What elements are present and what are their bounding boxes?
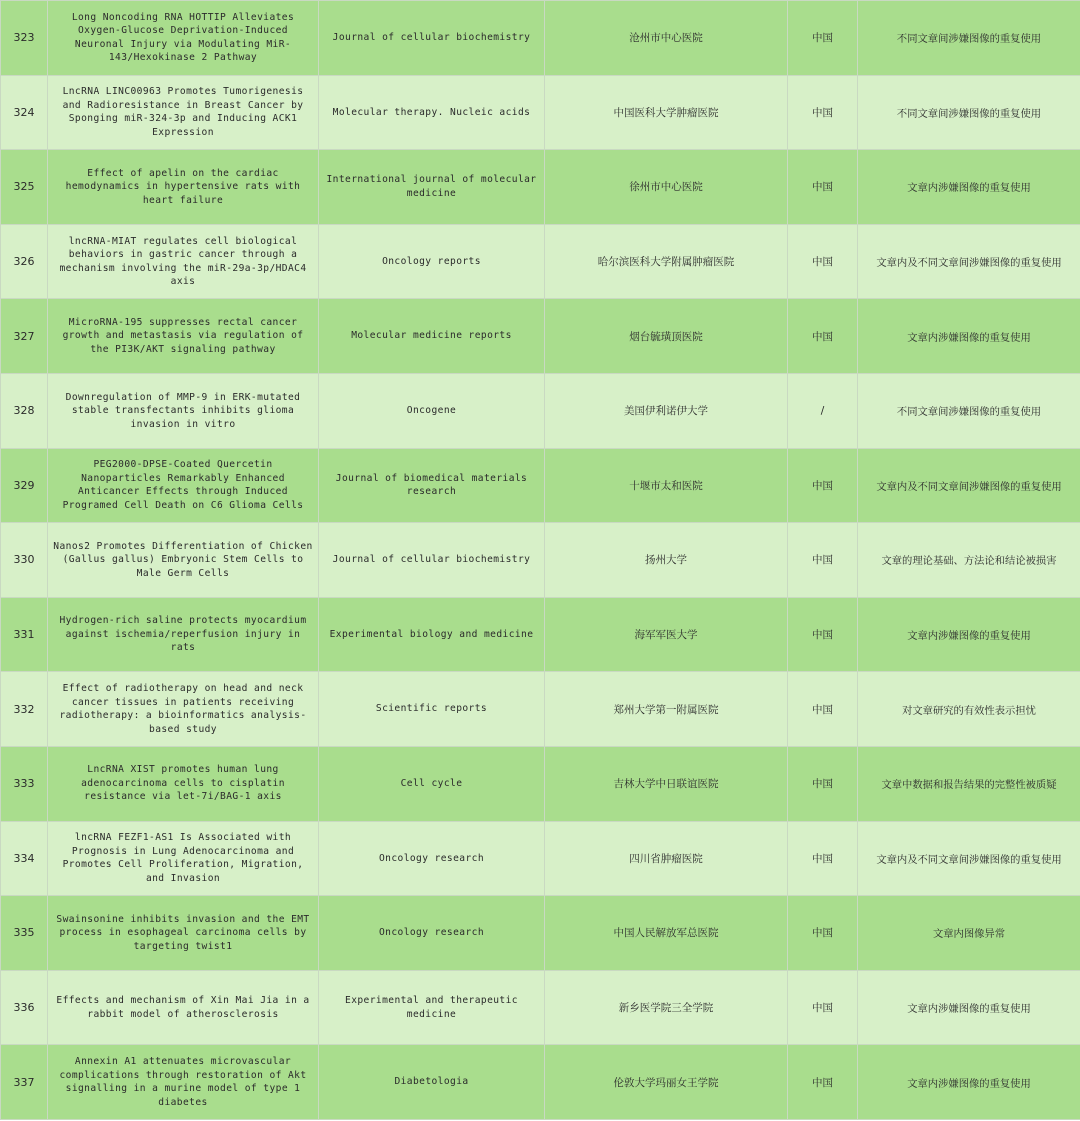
institution: 四川省肿瘤医院 xyxy=(545,821,788,896)
row-number: 332 xyxy=(1,672,48,747)
table-row xyxy=(1,448,1080,523)
country: 中国 xyxy=(788,821,858,896)
table-row xyxy=(1,224,1080,299)
article-title: Downregulation of MMP-9 in ERK-mutated stable transfectants inhibits glioma invasion in vitro xyxy=(48,373,319,448)
retraction-reason: 文章中数据和报告结果的完整性被质疑 xyxy=(858,746,1080,821)
institution: 美国伊利诺伊大学 xyxy=(545,373,788,448)
institution: 徐州市中心医院 xyxy=(545,150,788,225)
retraction-reason: 不同文章间涉嫌图像的重复使用 xyxy=(858,75,1080,150)
institution: 吉林大学中日联谊医院 xyxy=(545,746,788,821)
retraction-reason: 文章内涉嫌图像的重复使用 xyxy=(858,970,1080,1045)
table-row xyxy=(1,821,1080,896)
article-title: Swainsonine inhibits invasion and the EMT process in esophageal carcinoma cells by targeting twist1 xyxy=(48,896,319,971)
article-title: PEG2000-DPSE-Coated Quercetin Nanoparticles Remarkably Enhanced Anticancer Effects through Induced Programed Cell Death on C6 Glioma Cells xyxy=(48,448,319,523)
journal-name: Experimental and therapeutic medicine xyxy=(319,970,545,1045)
article-title: Annexin A1 attenuates microvascular complications through restoration of Akt signalling in a murine model of type 1 diabetes xyxy=(48,1045,319,1120)
retraction-reason: 文章内涉嫌图像的重复使用 xyxy=(858,299,1080,374)
country: 中国 xyxy=(788,224,858,299)
retraction-reason: 文章内及不同文章间涉嫌图像的重复使用 xyxy=(858,448,1080,523)
institution: 烟台毓璜顶医院 xyxy=(545,299,788,374)
row-number: 326 xyxy=(1,224,48,299)
row-number: 337 xyxy=(1,1045,48,1120)
retraction-reason: 文章内及不同文章间涉嫌图像的重复使用 xyxy=(858,821,1080,896)
row-number: 336 xyxy=(1,970,48,1045)
table-row xyxy=(1,896,1080,971)
row-number: 335 xyxy=(1,896,48,971)
journal-name: Journal of cellular biochemistry xyxy=(319,523,545,598)
country: 中国 xyxy=(788,597,858,672)
table-row xyxy=(1,523,1080,598)
article-title: MicroRNA-195 suppresses rectal cancer growth and metastasis via regulation of the PI3K/AKT signaling pathway xyxy=(48,299,319,374)
table-row xyxy=(1,299,1080,374)
row-number: 331 xyxy=(1,597,48,672)
journal-name: Molecular therapy. Nucleic acids xyxy=(319,75,545,150)
journal-name: Oncology reports xyxy=(319,224,545,299)
country: / xyxy=(788,373,858,448)
article-title: Hydrogen-rich saline protects myocardium against ischemia/reperfusion injury in rats xyxy=(48,597,319,672)
retraction-reason: 文章内涉嫌图像的重复使用 xyxy=(858,150,1080,225)
journal-name: Oncogene xyxy=(319,373,545,448)
retraction-reason: 文章内及不同文章间涉嫌图像的重复使用 xyxy=(858,224,1080,299)
row-number: 330 xyxy=(1,523,48,598)
table-row xyxy=(1,75,1080,150)
institution: 中国医科大学肿瘤医院 xyxy=(545,75,788,150)
country: 中国 xyxy=(788,1,858,76)
article-title: LncRNA XIST promotes human lung adenocarcinoma cells to cisplatin resistance via let-7i/BAG-1 axis xyxy=(48,746,319,821)
article-title: Effect of radiotherapy on head and neck cancer tissues in patients receiving radiotherapy: a bioinformatics analysis-based study xyxy=(48,672,319,747)
article-title: LncRNA LINC00963 Promotes Tumorigenesis and Radioresistance in Breast Cancer by Sponging miR-324-3p and Inducing ACK1 Expression xyxy=(48,75,319,150)
table-row xyxy=(1,597,1080,672)
retraction-reason: 文章内图像异常 xyxy=(858,896,1080,971)
row-number: 325 xyxy=(1,150,48,225)
journal-name: Journal of biomedical materials research xyxy=(319,448,545,523)
country: 中国 xyxy=(788,672,858,747)
country: 中国 xyxy=(788,75,858,150)
table-row xyxy=(1,1,1080,76)
retraction-reason: 文章的理论基础、方法论和结论被损害 xyxy=(858,523,1080,598)
article-title: Effects and mechanism of Xin Mai Jia in a rabbit model of atherosclerosis xyxy=(48,970,319,1045)
institution: 中国人民解放军总医院 xyxy=(545,896,788,971)
table-row xyxy=(1,1045,1080,1120)
institution: 沧州市中心医院 xyxy=(545,1,788,76)
retraction-reason: 不同文章间涉嫌图像的重复使用 xyxy=(858,1,1080,76)
journal-name: Cell cycle xyxy=(319,746,545,821)
table-row xyxy=(1,150,1080,225)
journal-name: Oncology research xyxy=(319,896,545,971)
institution: 十堰市太和医院 xyxy=(545,448,788,523)
country: 中国 xyxy=(788,896,858,971)
journal-name: International journal of molecular medicine xyxy=(319,150,545,225)
row-number: 323 xyxy=(1,1,48,76)
row-number: 329 xyxy=(1,448,48,523)
table-row xyxy=(1,672,1080,747)
retraction-reason: 对文章研究的有效性表示担忧 xyxy=(858,672,1080,747)
journal-name: Scientific reports xyxy=(319,672,545,747)
institution: 郑州大学第一附属医院 xyxy=(545,672,788,747)
table-body xyxy=(1,1,1080,1120)
retraction-reason: 文章内涉嫌图像的重复使用 xyxy=(858,597,1080,672)
country: 中国 xyxy=(788,746,858,821)
journal-name: Diabetologia xyxy=(319,1045,545,1120)
country: 中国 xyxy=(788,448,858,523)
country: 中国 xyxy=(788,523,858,598)
country: 中国 xyxy=(788,1045,858,1120)
institution: 哈尔滨医科大学附属肿瘤医院 xyxy=(545,224,788,299)
row-number: 327 xyxy=(1,299,48,374)
article-title: lncRNA FEZF1-AS1 Is Associated with Prognosis in Lung Adenocarcinoma and Promotes Cell Proliferation, Migration, and Invasion xyxy=(48,821,319,896)
institution: 海军军医大学 xyxy=(545,597,788,672)
journal-name: Journal of cellular biochemistry xyxy=(319,1,545,76)
institution: 伦敦大学玛丽女王学院 xyxy=(545,1045,788,1120)
table-row xyxy=(1,373,1080,448)
article-title: Nanos2 Promotes Differentiation of Chicken (Gallus gallus) Embryonic Stem Cells to Male Germ Cells xyxy=(48,523,319,598)
institution: 扬州大学 xyxy=(545,523,788,598)
retraction-reason: 不同文章间涉嫌图像的重复使用 xyxy=(858,373,1080,448)
article-title: Long Noncoding RNA HOTTIP Alleviates Oxygen-Glucose Deprivation-Induced Neuronal Injury via Modulating MiR-143/Hexokinase 2 Pathway xyxy=(48,1,319,76)
journal-name: Oncology research xyxy=(319,821,545,896)
journal-name: Experimental biology and medicine xyxy=(319,597,545,672)
country: 中国 xyxy=(788,970,858,1045)
row-number: 334 xyxy=(1,821,48,896)
institution: 新乡医学院三全学院 xyxy=(545,970,788,1045)
article-title: lncRNA-MIAT regulates cell biological behaviors in gastric cancer through a mechanism involving the miR-29a-3p/HDAC4 axis xyxy=(48,224,319,299)
table-row xyxy=(1,970,1080,1045)
article-title: Effect of apelin on the cardiac hemodynamics in hypertensive rats with heart failure xyxy=(48,150,319,225)
table-row xyxy=(1,746,1080,821)
retraction-reason: 文章内涉嫌图像的重复使用 xyxy=(858,1045,1080,1120)
row-number: 324 xyxy=(1,75,48,150)
row-number: 328 xyxy=(1,373,48,448)
journal-name: Molecular medicine reports xyxy=(319,299,545,374)
country: 中国 xyxy=(788,299,858,374)
row-number: 333 xyxy=(1,746,48,821)
country: 中国 xyxy=(788,150,858,225)
